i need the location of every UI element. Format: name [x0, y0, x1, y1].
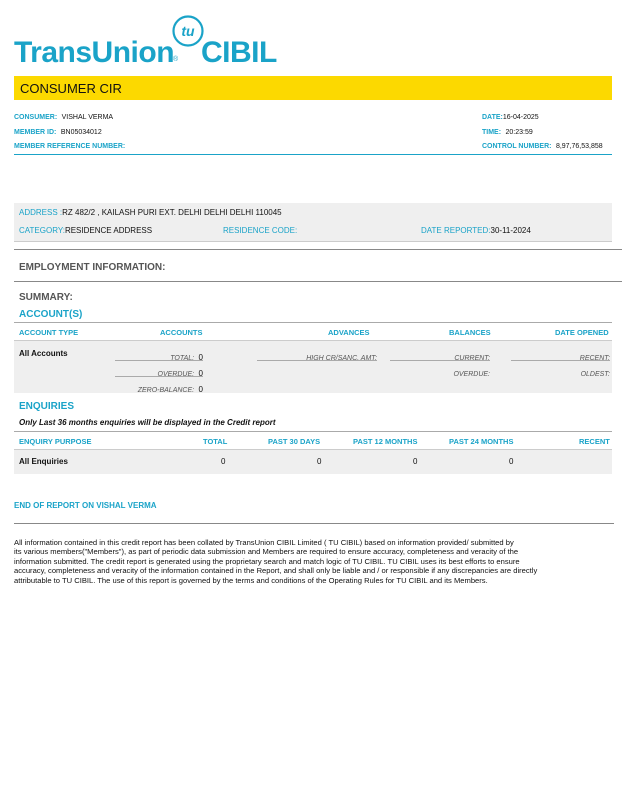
total-label: TOTAL: [170, 355, 195, 362]
col-past-30-days: PAST 30 DAYS [268, 437, 321, 446]
enquiries-total: 0 [221, 457, 226, 466]
enquiries-row [14, 449, 612, 474]
disclaimer-line: information submitted. The credit report is generated using the proprietary search and match logic of TU CIBIL. TU CIBIL uses its best efforts to ensure [14, 556, 520, 566]
date-recent-cell [511, 347, 610, 361]
enquiries-12-months: 0 [413, 457, 418, 466]
address-line [19, 208, 282, 217]
enquiries-title: ENQUIRIES [19, 401, 75, 412]
time-value: 20:23:59 [505, 129, 533, 136]
high-cr-label: HIGH CR/SANC. AMT: [306, 355, 377, 362]
accounts-overdue-cell [115, 363, 203, 377]
balances-overdue-cell [390, 363, 490, 376]
accounts-total-cell [115, 347, 203, 361]
disclaimer-line: its various members("Members"), as part of periodic data submission and Members are required to ensure accuracy, completeness and veracity of the [14, 547, 519, 557]
balances-current-cell [390, 347, 490, 361]
member-ref-line [14, 135, 125, 153]
employment-title: EMPLOYMENT INFORMATION: [19, 262, 166, 273]
date-oldest-cell [511, 363, 610, 376]
end-of-report: END OF REPORT ON VISHAL VERMA [14, 501, 157, 510]
disclaimer-line: accuracy, completeness and veracity of the information contained in the Report, and shall only be liable and / or responsible if any discrepancies are directly [14, 566, 538, 576]
oldest-label: OLDEST: [580, 371, 610, 378]
advances-high-cr-cell [257, 347, 377, 361]
member-ref-label: MEMBER REFERENCE NUMBER: [14, 143, 126, 150]
date-reported-line [421, 226, 531, 235]
category-line [19, 226, 152, 235]
disclaimer-line: attributable to TU CIBIL. The use of this report is governed by the terms and conditions of the Operating Rules for TU CIBIL and its Members. [14, 575, 488, 585]
summary-title: SUMMARY: [19, 292, 73, 303]
member-id-label: MEMBER ID: [14, 129, 57, 136]
col-date-opened: DATE OPENED [555, 328, 609, 337]
col-account-type: ACCOUNT TYPE [19, 328, 79, 337]
header-divider [14, 154, 612, 155]
address-value: RZ 482/2 , KAILASH PURI EXT. DELHI DELHI DELHI 110045 [62, 208, 282, 217]
disclaimer-line: All information contained in this credit report has been collated by TransUnion CIBIL Limited ( TU CIBIL) based on information provided/ submitted by [14, 538, 514, 547]
address-label: ADDRESS : [19, 208, 63, 217]
product-name: CIBIL [201, 36, 277, 69]
control-line [482, 135, 603, 153]
balance-overdue-label: OVERDUE: [453, 371, 490, 378]
col-total: TOTAL [203, 437, 228, 446]
overdue-value: 0 [198, 369, 203, 378]
accounts-header [14, 322, 612, 339]
all-enquiries-label: All Enquiries [19, 457, 68, 466]
enquiries-header [14, 431, 612, 448]
accounts-table-body [14, 340, 612, 393]
zero-balance-value: 0 [198, 385, 203, 394]
current-label: CURRENT: [454, 355, 490, 362]
col-recent: RECENT [579, 437, 610, 446]
date-value: 16-04-2025 [502, 114, 539, 121]
control-value: 8,97,76,53,858 [555, 143, 603, 150]
total-value: 0 [198, 353, 203, 362]
enquiries-note: Only Last 36 months enquiries will be displayed in the Credit report [19, 418, 276, 427]
col-accounts: ACCOUNTS [160, 328, 203, 337]
consumer-value: VISHAL VERMA [61, 114, 114, 121]
brand-name: TransUnion [14, 36, 175, 69]
col-past-24-months: PAST 24 MONTHS [449, 437, 514, 446]
col-enquiry-purpose: ENQUIRY PURPOSE [19, 437, 92, 446]
svg-text:tu: tu [181, 23, 195, 39]
time-label: TIME: [482, 129, 502, 136]
address-box [14, 203, 612, 242]
control-label: CONTROL NUMBER: [482, 143, 552, 150]
category-label: CATEGORY: [19, 226, 65, 235]
end-divider [14, 523, 614, 524]
registered-mark: ® [173, 56, 179, 63]
employment-divider [14, 281, 622, 282]
consumer-label: CONSUMER: [14, 114, 58, 121]
date-reported-label: DATE REPORTED: [421, 226, 491, 235]
col-advances: ADVANCES [328, 328, 370, 337]
col-balances: BALANCES [449, 328, 491, 337]
accounts-zero-cell [115, 379, 203, 392]
accounts-title: ACCOUNT(S) [19, 309, 83, 320]
enquiries-24-months: 0 [509, 457, 514, 466]
member-id-value: BN05034012 [60, 129, 102, 136]
report-title-bar [14, 76, 612, 100]
transunion-cibil-logo [14, 14, 304, 74]
address-divider [14, 249, 622, 250]
disclaimer [14, 538, 622, 585]
enquiries-30-days: 0 [317, 457, 322, 466]
date-label: DATE: [482, 114, 503, 121]
col-past-12-months: PAST 12 MONTHS [353, 437, 418, 446]
date-reported-value: 30-11-2024 [490, 226, 531, 235]
recent-label: RECENT: [579, 355, 610, 362]
overdue-label: OVERDUE: [157, 371, 195, 378]
report-title: CONSUMER CIR [20, 81, 122, 96]
zero-balance-label: ZERO-BALANCE: [137, 387, 195, 394]
residence-code-label: RESIDENCE CODE: [223, 226, 298, 235]
all-accounts-label: All Accounts [19, 349, 68, 358]
category-value: RESIDENCE ADDRESS [64, 226, 153, 235]
